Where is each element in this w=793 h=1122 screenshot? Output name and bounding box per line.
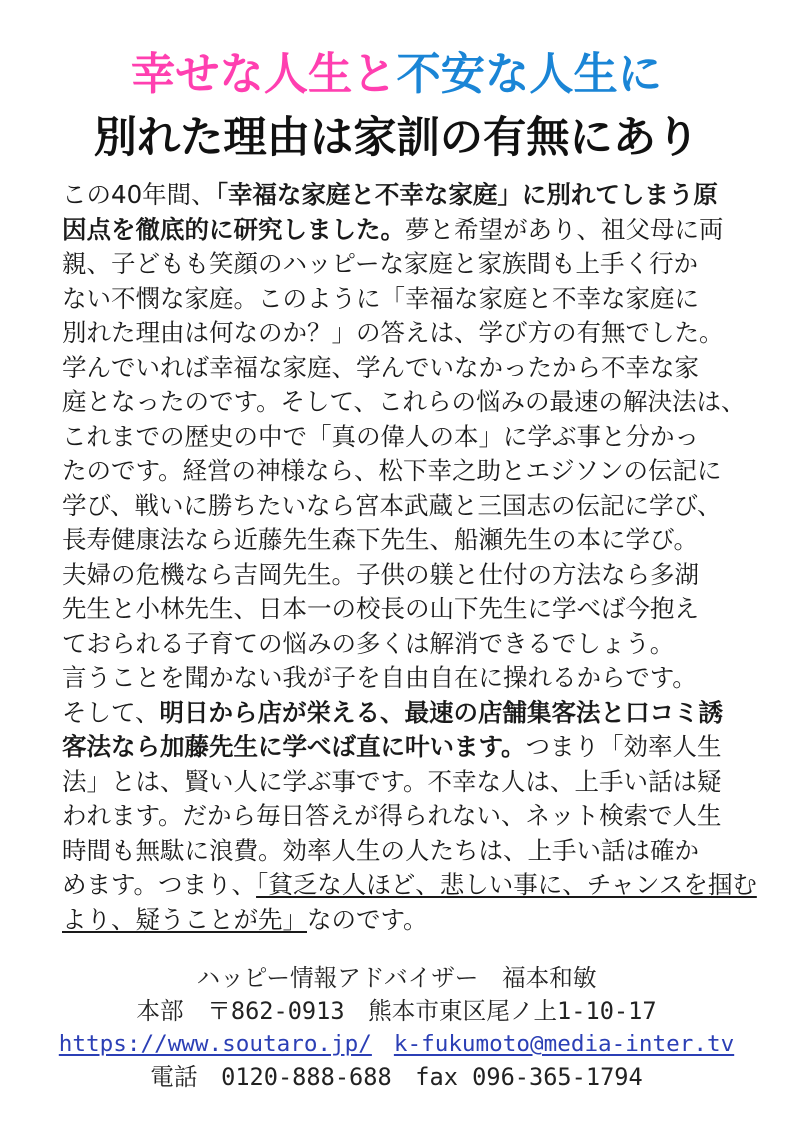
- body-text-segment: なのです。: [307, 904, 428, 934]
- advisor-name: ハッピー情報アドバイザー 福本和敏: [196, 964, 597, 992]
- body-line: [62, 730, 762, 765]
- body-line: [62, 696, 762, 731]
- body-line: 先生と小林先生、日本一の校長の山下先生に学べば今抱え: [62, 594, 699, 623]
- contact-footer: [0, 962, 793, 1094]
- website-link[interactable]: https://www.soutaro.jp/: [58, 1031, 372, 1057]
- body-line: [62, 213, 762, 248]
- phone-fax: 電話 0120-888-688 fax 096-365-1794: [150, 1063, 643, 1091]
- body-bold-segment: 因点を徹底的に研究しました。: [62, 214, 405, 244]
- body-line: 学んでいれば幸福な家庭、学んでいなかったから不幸な家: [62, 352, 699, 382]
- body-text-segment: めます。つまり、: [62, 870, 257, 899]
- body-line: [62, 903, 762, 938]
- body-text-segment: 夢と希望があり、祖父母に両: [405, 214, 724, 244]
- body-line: 夫婦の危機なら吉岡先生。子供の躾と仕付の方法なら多湖: [62, 559, 699, 589]
- body-bold-segment: 客法なら加藤先生に学べば直に叶います。: [62, 732, 526, 761]
- body-line: たのです。経営の神様なら、松下幸之助とエジソンの伝記に: [62, 456, 722, 485]
- body-line: 長寿健康法なら近藤先生森下先生、船瀬先生の本に学び。: [62, 525, 699, 554]
- head-office-address: 本部 〒862-0913 熊本市東区尾ノ上1-10-17: [136, 997, 657, 1025]
- body-line: 親、子どもも笑顔のハッピーな家庭と家族間も上手く行か: [62, 249, 699, 278]
- body-underlined-segment: 「貧乏な人ほど、悲しい事に、チャンスを掴む: [256, 870, 757, 899]
- body-bold-segment: 「幸福な家庭と不幸な家庭」に別れてしまう原: [215, 180, 718, 209]
- body-line: 学び、戦いに勝ちたいなら宮本武蔵と三国志の伝記に学び、: [62, 490, 722, 520]
- email-link[interactable]: k-fukumoto@media-inter.tv: [393, 1031, 735, 1057]
- body-line: 法」とは、賢い人に学ぶ事です。不幸な人は、上手い話は疑: [62, 766, 722, 796]
- body-line: 時間も無駄に浪費。効率人生の人たちは、上手い話は確か: [62, 835, 699, 865]
- body-text-segment: そして、: [62, 697, 160, 727]
- body-bold-segment: 明日から店が栄える、最速の店舗集客法と口コミ誘: [159, 697, 724, 727]
- body-line: ない不憫な家庭。このように「幸福な家庭と不幸な家庭に: [62, 283, 699, 313]
- body-line: われます。だから毎日答えが得られない、ネット検索で人生: [62, 801, 722, 830]
- body-text-segment: つまり「効率人生: [525, 732, 722, 761]
- body-line: これまでの歴史の中で「真の偉人の本」に学ぶ事と分かっ: [62, 421, 699, 451]
- headline-anxious-life: 不安な人生に: [396, 49, 663, 100]
- body-line: 庭となったのです。そして、これらの悩みの最速の解決法は、: [62, 387, 746, 416]
- body-paragraph: [62, 178, 762, 937]
- body-line: ておられる子育ての悩みの多くは解消できるでしょう。: [62, 628, 675, 658]
- headline-line-1: [0, 40, 793, 110]
- body-line: 別れた理由は何なのか？」の答えは、学び方の有無でした。: [62, 318, 724, 347]
- body-text-segment: この40年間、: [62, 180, 216, 209]
- headline-happy-life: 幸せな人生と: [130, 49, 397, 100]
- body-line: [62, 178, 762, 213]
- body-line: 言うことを聞かない我が子を自由自在に操れるからです。: [62, 663, 697, 692]
- headline-line-2: 別れた理由は家訓の有無にあり: [93, 113, 700, 163]
- contact-links: [0, 1028, 793, 1061]
- body-line: [62, 868, 762, 903]
- body-underlined-segment: より、疑うことが先」: [62, 904, 307, 934]
